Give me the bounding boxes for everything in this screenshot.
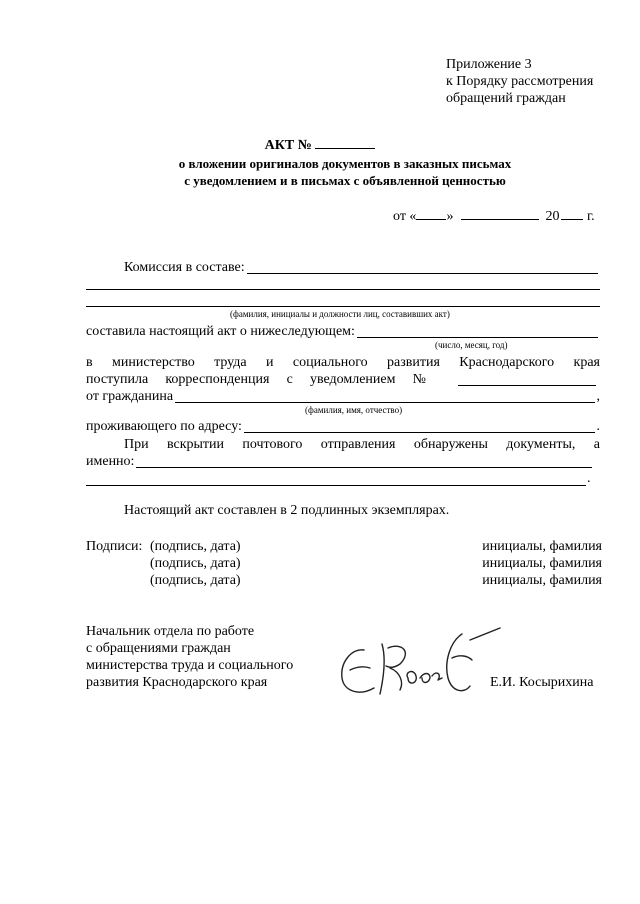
commission-caption: (фамилия, инициалы и должности лиц, составивших акт) <box>230 309 450 319</box>
date-year-blank <box>561 207 583 220</box>
received-line <box>86 371 426 388</box>
residing-end: . <box>596 419 600 434</box>
opening-word: При <box>124 437 149 452</box>
ministry-word: труда <box>214 355 247 370</box>
received-word: уведомлением <box>309 372 396 387</box>
commission-label: Комиссия в составе: <box>124 260 245 275</box>
signature-row-1-left: (подпись, дата) <box>150 539 241 554</box>
commission-field[interactable] <box>247 260 598 274</box>
date-line <box>393 207 595 225</box>
handwritten-signature <box>330 618 510 708</box>
ministry-line <box>86 354 600 371</box>
signature-row-3-right: инициалы, фамилия <box>482 573 602 588</box>
commission-line-3[interactable] <box>86 306 600 307</box>
residing-row <box>86 418 600 435</box>
namely-row <box>86 453 594 470</box>
commission-row <box>124 259 600 276</box>
received-word: поступила <box>86 372 149 387</box>
official-line-3: министерства труда и социального <box>86 658 294 673</box>
official-name: Е.И. Косырихина <box>490 675 594 690</box>
ministry-word: развития <box>387 355 440 370</box>
ministry-word: края <box>573 355 600 370</box>
copies-text: Настоящий акт составлен в 2 подлинных экземплярах. <box>124 503 450 518</box>
date-month-blank <box>461 207 539 220</box>
compiled-caption: (число, месяц, год) <box>435 340 508 350</box>
opening-word: вскрытии <box>166 437 225 452</box>
compiled-row <box>86 323 600 340</box>
date-year: 20 <box>545 209 560 224</box>
opening-word: обнаружены <box>413 437 488 452</box>
received-number-field[interactable] <box>458 385 596 386</box>
citizen-field[interactable] <box>175 389 594 403</box>
act-number-blank <box>315 136 375 149</box>
appendix-block <box>446 56 593 107</box>
received-word: № <box>412 372 426 387</box>
compiled-label: составила настоящий акт о нижеследующем: <box>86 324 355 339</box>
residing-field[interactable] <box>244 419 595 433</box>
received-word: корреспонденция <box>165 372 270 387</box>
compiled-field[interactable] <box>357 324 598 338</box>
opening-word: отправления <box>320 437 396 452</box>
act-title <box>0 136 640 154</box>
ministry-word: в <box>86 355 93 370</box>
appendix-line-1: Приложение 3 <box>446 57 532 72</box>
date-prefix: от « <box>393 209 417 224</box>
opening-line <box>124 436 600 453</box>
signature-row-3-left: (подпись, дата) <box>150 573 241 588</box>
appendix-line-3: обращений граждан <box>446 91 566 106</box>
ministry-word: Краснодарского <box>459 355 555 370</box>
act-subtitle-2: с уведомлением и в письмах с объявленной ценностью <box>184 173 506 188</box>
official-line-4: развития Краснодарского края <box>86 675 268 690</box>
opening-word: а <box>593 437 600 452</box>
date-day-blank <box>416 207 446 220</box>
date-suffix: г. <box>586 209 595 224</box>
commission-line-2[interactable] <box>86 289 600 290</box>
citizen-row <box>86 388 600 405</box>
citizen-caption: (фамилия, имя, отчество) <box>305 405 403 415</box>
signatures-label: Подписи: <box>86 539 143 554</box>
signature-row-2-right: инициалы, фамилия <box>482 556 602 571</box>
citizen-label: от гражданина <box>86 389 174 404</box>
namely-field[interactable] <box>136 454 592 468</box>
residing-label: проживающего по адресу: <box>86 419 242 434</box>
ministry-word: министерство <box>111 355 195 370</box>
citizen-end: , <box>596 389 600 404</box>
namely-line-2[interactable] <box>86 485 586 486</box>
signature-row-1-right: инициалы, фамилия <box>482 539 602 554</box>
official-line-2: с обращениями граждан <box>86 641 231 656</box>
ministry-word: социального <box>292 355 368 370</box>
appendix-line-2: к Порядку рассмотрения <box>446 74 594 89</box>
date-mid: » <box>446 209 454 224</box>
opening-word: почтового <box>242 437 303 452</box>
ministry-word: и <box>266 355 274 370</box>
signature-row-2-left: (подпись, дата) <box>150 556 241 571</box>
official-line-1: Начальник отдела по работе <box>86 624 255 639</box>
opening-word: документы, <box>506 437 576 452</box>
act-number-label: АКТ № <box>264 138 312 153</box>
namely-label: именно: <box>86 454 135 469</box>
official-block <box>86 623 293 691</box>
act-subtitle-1: о вложении оригиналов документов в заказных письмах <box>178 156 512 171</box>
namely-period: . <box>587 471 591 486</box>
received-word: с <box>286 372 293 387</box>
